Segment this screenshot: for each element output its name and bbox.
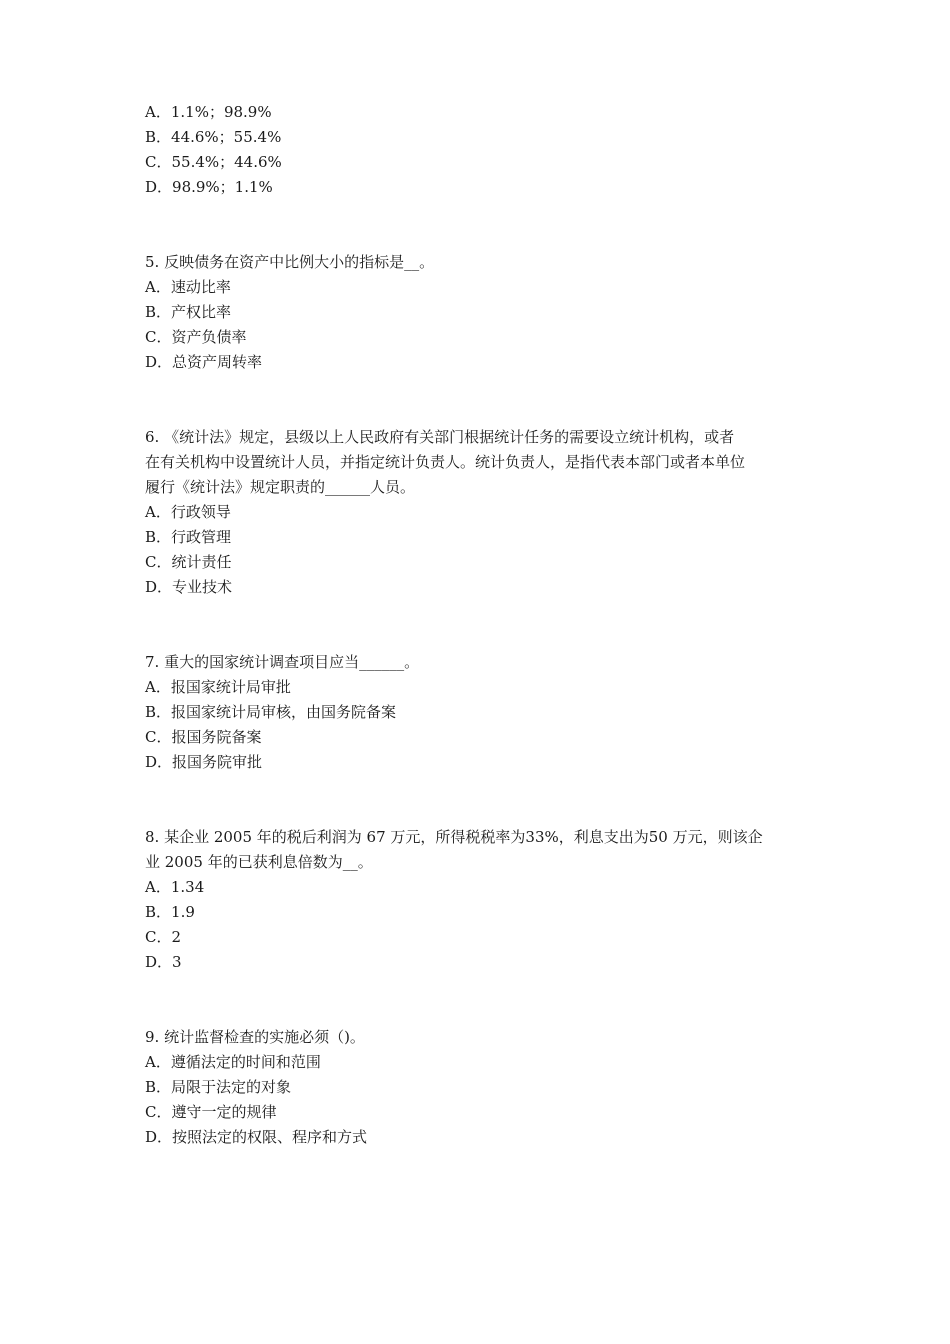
leading-options: [145, 100, 815, 200]
option-b: B．44.6%；55.4%: [145, 128, 282, 146]
option-c: C．2: [145, 928, 182, 946]
option-d: D．专业技术: [145, 578, 233, 596]
option-d: D．报国务院审批: [145, 753, 263, 771]
option-c: C．55.4%；44.6%: [145, 153, 282, 171]
option-a: A．1.1%；98.9%: [145, 103, 272, 121]
spacer: [145, 600, 815, 650]
option-c: C．遵守一定的规律: [145, 1103, 277, 1121]
option-d: D．3: [145, 953, 182, 971]
question-7: [145, 650, 815, 775]
option-b: B．行政管理: [145, 528, 232, 546]
question-9: [145, 1025, 815, 1150]
spacer: [145, 375, 815, 425]
question-stem: 8. 某企业 2005 年的税后利润为 67 万元，所得税税率为33%，利息支出为50 万元，则该企: [145, 828, 763, 846]
option-d: D．按照法定的权限、程序和方式: [145, 1128, 368, 1146]
option-c: C．报国务院备案: [145, 728, 262, 746]
option-b: B．产权比率: [145, 303, 232, 321]
question-stem: 7. 重大的国家统计调查项目应当______。: [145, 653, 420, 671]
question-stem: 业 2005 年的已获利息倍数为__。: [145, 853, 373, 871]
option-a: A．遵循法定的时间和范围: [145, 1053, 321, 1071]
spacer: [145, 775, 815, 825]
option-b: B．报国家统计局审核，由国务院备案: [145, 703, 397, 721]
question-stem: 在有关机构中设置统计人员，并指定统计负责人。统计负责人，是指代表本部门或者本单位: [145, 453, 746, 471]
option-b: B．局限于法定的对象: [145, 1078, 292, 1096]
option-d: D．98.9%；1.1%: [145, 178, 273, 196]
question-8: [145, 825, 815, 975]
spacer: [145, 975, 815, 1025]
option-c: C．资产负债率: [145, 328, 247, 346]
question-6: [145, 425, 815, 600]
question-stem: 5. 反映债务在资产中比例大小的指标是__。: [145, 253, 435, 271]
option-a: A．1.34: [145, 878, 205, 896]
option-a: A．速动比率: [145, 278, 231, 296]
option-a: A．报国家统计局审批: [145, 678, 291, 696]
option-a: A．行政领导: [145, 503, 231, 521]
question-stem: 履行《统计法》规定职责的______人员。: [145, 478, 416, 496]
spacer: [145, 200, 815, 250]
option-c: C．统计责任: [145, 553, 232, 571]
document-page: [145, 100, 815, 1150]
question-stem: 6. 《统计法》规定，县级以上人民政府有关部门根据统计任务的需要设立统计机构，或者: [145, 428, 735, 446]
question-stem: 9. 统计监督检查的实施必须（)。: [145, 1028, 365, 1046]
question-5: [145, 250, 815, 375]
option-b: B．1.9: [145, 903, 195, 921]
option-d: D．总资产周转率: [145, 353, 263, 371]
